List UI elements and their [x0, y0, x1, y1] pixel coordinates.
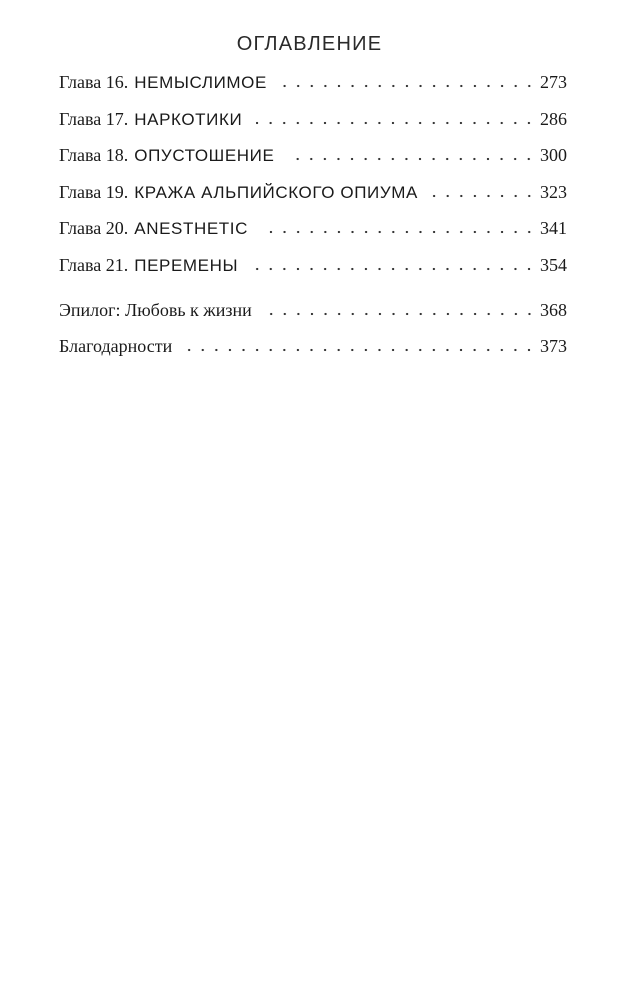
chapter-title: ОПУСТОШЕНИЕ	[134, 146, 275, 166]
chapter-title: КРАЖА АЛЬПИЙСКОГО ОПИУМА	[134, 182, 418, 202]
entry-title: Эпилог: Любовь к жизни	[59, 299, 252, 320]
chapter-title: НЕМЫСЛИМОЕ	[134, 73, 267, 92]
toc-entry-acknowledgements[interactable]	[59, 334, 567, 371]
chapter-title: НАРКОТИКИ	[134, 109, 243, 129]
dot-leader	[256, 121, 536, 125]
toc-entry-chapter-18[interactable]	[59, 143, 567, 180]
running-head: ОГЛАВЛЕНИЕ	[236, 33, 383, 55]
dot-leader	[186, 348, 536, 352]
toc-entry-epilogue[interactable]	[59, 298, 567, 335]
section-gap	[59, 290, 567, 298]
chapter-number: Глава 19.	[59, 181, 129, 202]
chapter-number: Глава 17.	[59, 108, 129, 129]
chapter-number: Глава 21.	[59, 254, 129, 275]
toc-entry-chapter-20[interactable]	[59, 216, 567, 253]
dot-leader	[288, 157, 536, 161]
page-number: 300	[540, 145, 567, 166]
chapter-title: ANESTHETIC	[134, 219, 248, 239]
chapter-number: Глава 20.	[59, 218, 129, 239]
chapter-title: ПЕРЕМЕНЫ	[134, 255, 239, 275]
chapter-number: Глава 18.	[59, 145, 129, 166]
dot-leader	[252, 267, 536, 271]
page-number: 368	[540, 299, 567, 320]
chapter-number: Глава 16.	[59, 72, 129, 92]
page-number: 341	[540, 218, 567, 239]
toc-entry-chapter-16[interactable]	[59, 70, 567, 107]
dot-leader	[281, 84, 536, 88]
entry-title: Благодарности	[59, 336, 173, 357]
toc-entry-chapter-19[interactable]	[59, 180, 567, 217]
page-number: 273	[540, 72, 567, 92]
page-number: 323	[540, 181, 567, 202]
page-number: 354	[540, 254, 567, 275]
dot-leader	[262, 230, 536, 234]
page-number: 286	[540, 108, 567, 129]
dot-leader	[432, 194, 536, 198]
page-number: 373	[540, 336, 567, 357]
table-of-contents	[59, 70, 567, 371]
toc-entry-chapter-17[interactable]	[59, 107, 567, 144]
dot-leader	[266, 312, 536, 316]
toc-entry-chapter-21[interactable]	[59, 253, 567, 290]
